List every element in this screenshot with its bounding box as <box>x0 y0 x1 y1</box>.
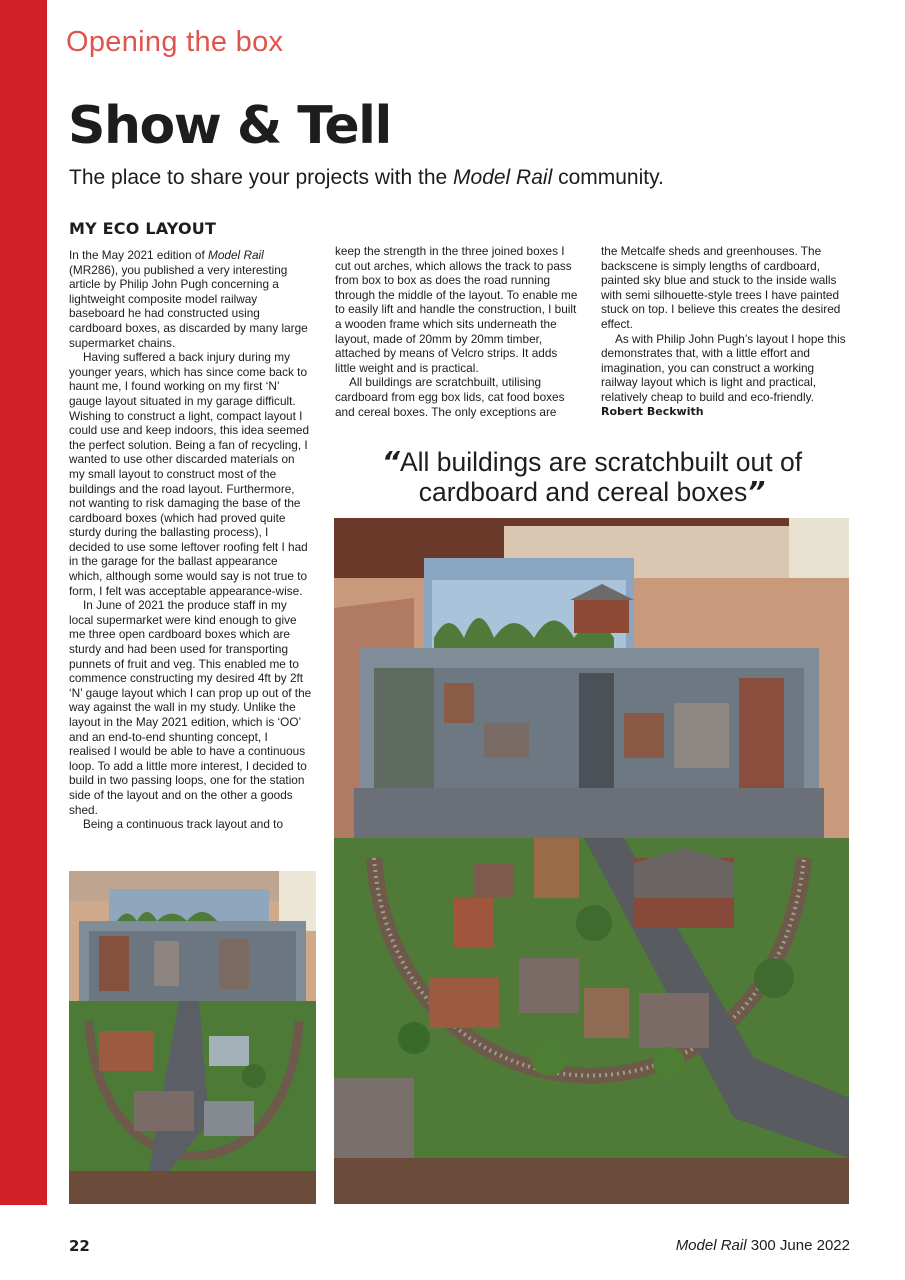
standfirst-after: community. <box>552 166 664 189</box>
section-label: Opening the box <box>66 26 284 58</box>
paragraph-5-start: All buildings are scratchbuilt, utilising cardboard from egg box lids, cat food boxes and cereal boxes. The only exceptions are <box>335 375 565 419</box>
paragraph-1-before: In the May 2021 edition of <box>69 248 209 262</box>
standfirst-magazine: Model Rail <box>453 166 553 189</box>
article-column-3 <box>601 244 846 419</box>
quote-close-icon: ” <box>747 475 766 508</box>
page-title: Show & Tell <box>68 96 391 156</box>
pull-quote-text: All buildings are scratchbuilt out of cardboard and cereal boxes <box>399 447 803 507</box>
paragraph-1-after: (MR286), you published a very interesting article by Philip John Pugh concerning a lightweight composite model railway baseboard he had constructed using cardboard boxes, as discarded by many large supermarket chains. <box>69 262 308 350</box>
page-number: 22 <box>69 1237 90 1255</box>
article-column-1 <box>69 248 312 832</box>
paragraph-6: As with Philip John Pugh’s layout I hope this demonstrates that, with a little effort and imagination, you can construct a working railway layout which is light and practical, relatively cheap to build and eco-friendly. <box>601 331 846 404</box>
quote-open-icon: “ <box>381 445 400 478</box>
layout-photo-main <box>334 518 849 1204</box>
paragraph-1-magazine: Model Rail <box>208 248 264 262</box>
article-subhead: MY ECO LAYOUT <box>69 219 217 238</box>
red-side-bar <box>0 0 47 1205</box>
pull-quote <box>336 447 848 507</box>
paragraph-3: In June of 2021 the produce staff in my local supermarket were kind enough to give me three open cardboard boxes which are sturdy and had been used for transporting punnets of fruit and veg. This enabled me to commence constructing my desired 4ft by 2ft ‘N’ gauge layout which I can prop up out of the way against the wall in my study. Unlike the layout in the May 2021 edition, which is ‘OO’ and an end-to-end shunting concept, I realised I would be able to have a continuous loop. To add a little more interest, I decided to build in two passing loops, one for the station side of the layout and on the other a goods shed. <box>69 598 312 817</box>
paragraph-4-cont: keep the strength in the three joined boxes I cut out arches, which allows the track to pass from box to box as does the road running through the middle of the layout. To enable me to easily lift and handle the construction, I built a wooden frame which sits underneath the layout, made of 20mm by 20mm timber, attached by means of Velcro strips. It adds little weight and is practical. <box>335 244 578 375</box>
article-column-2 <box>335 244 580 419</box>
paragraph-5-cont: the Metcalfe sheds and greenhouses. The backscene is simply lengths of cardboard, painted sky blue and stuck to the inside walls with semi silhouette-style trees I have painted stuck on top. I believe this creates the desired effect. <box>601 244 841 331</box>
byline: Robert Beckwith <box>601 404 704 418</box>
footer-magazine: Model Rail <box>675 1237 747 1254</box>
layout-photo-small-image <box>69 871 316 1204</box>
paragraph-1 <box>69 248 312 350</box>
standfirst <box>69 166 664 190</box>
layout-photo-main-image <box>334 518 849 1204</box>
paragraph-2: Having suffered a back injury during my younger years, which has since come back to haunt me, I found working on my first ‘N’ gauge layout situated in my garage difficult. Wishing to construct a light, compact layout I could use and keep indoors, this idea seemed the perfect solution. Being a fan of recycling, I wanted to use other discarded materials on my small layout to construct most of the buildings and the road layout. Furthermore, not wanting to risk damaging the base of the cardboard boxes (which had proved quite sturdy during the ballasting process), I decided to use some leftover roofing felt I had in the garage for the ballast appearance which, although some would say is not true to form, I felt was acceptable appearance-wise. <box>69 350 310 598</box>
footer-issue: 300 June 2022 <box>746 1237 850 1254</box>
paragraph-4-start: Being a continuous track layout and to <box>83 817 284 832</box>
layout-photo-small <box>69 871 316 1204</box>
issue-info <box>676 1237 850 1254</box>
standfirst-before: The place to share your projects with the <box>69 166 454 189</box>
